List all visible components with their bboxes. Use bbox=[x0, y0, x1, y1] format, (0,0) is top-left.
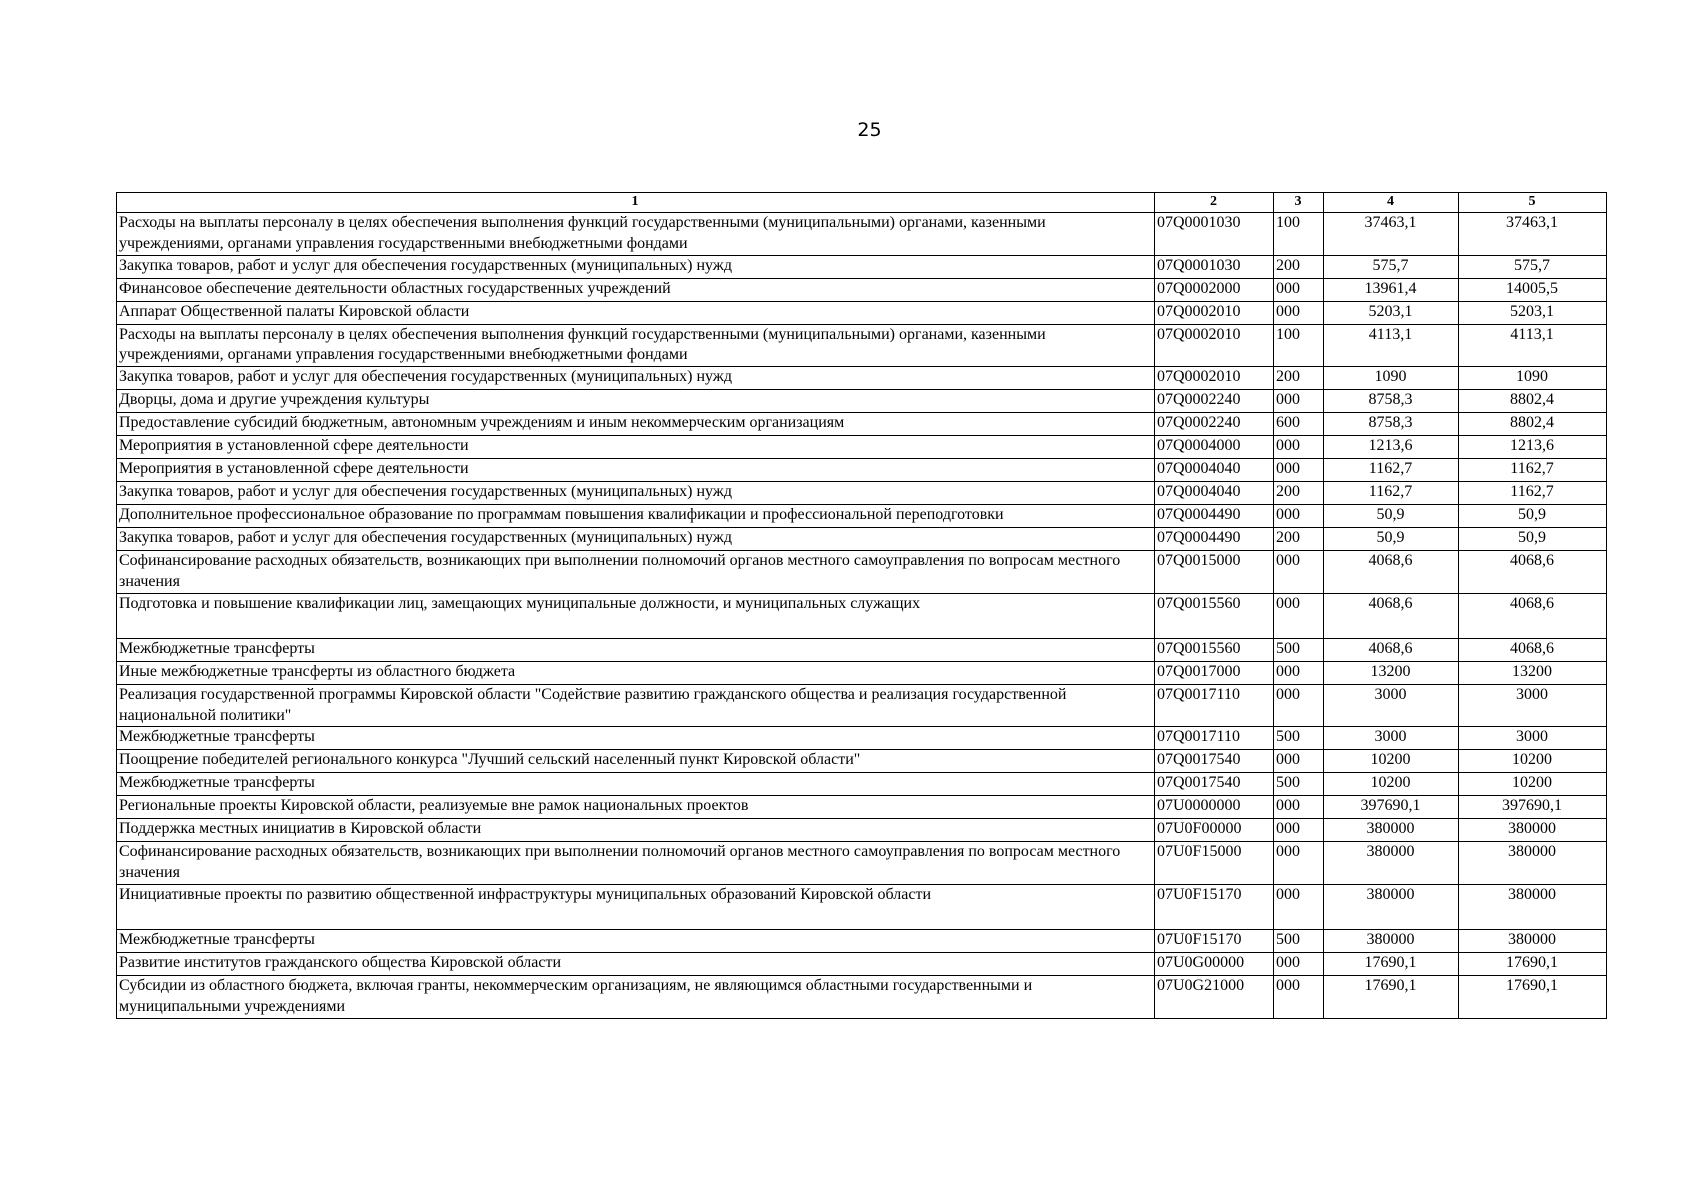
row-name-cell: Дополнительное профессиональное образование по программам повышения квалификации и профессиональной переподготовки bbox=[117, 505, 1155, 528]
row-code-cell: 07U0F00000 bbox=[1155, 819, 1274, 842]
table-row bbox=[117, 661, 1607, 684]
row-value-5-cell: 13200 bbox=[1459, 661, 1607, 684]
row-value-5-cell: 17690,1 bbox=[1459, 975, 1607, 1018]
row-name-cell: Межбюджетные трансферты bbox=[117, 727, 1155, 750]
row-value-4-cell: 3000 bbox=[1324, 684, 1459, 727]
row-value-5-cell: 575,7 bbox=[1459, 255, 1607, 278]
row-value-4-cell: 1162,7 bbox=[1324, 459, 1459, 482]
header-col-4: 4 bbox=[1324, 193, 1459, 213]
row-value-5-cell: 4113,1 bbox=[1459, 324, 1607, 367]
row-type-cell: 000 bbox=[1274, 551, 1324, 594]
row-type-cell: 100 bbox=[1274, 324, 1324, 367]
row-code-cell: 07Q0004490 bbox=[1155, 528, 1274, 551]
row-type-cell: 000 bbox=[1274, 301, 1324, 324]
row-code-cell: 07Q0017110 bbox=[1155, 684, 1274, 727]
table-row bbox=[117, 638, 1607, 661]
row-name-cell: Мероприятия в установленной сфере деятельности bbox=[117, 459, 1155, 482]
row-name-cell: Иные межбюджетные трансферты из областного бюджета bbox=[117, 661, 1155, 684]
row-value-5-cell: 8802,4 bbox=[1459, 390, 1607, 413]
row-code-cell: 07Q0002240 bbox=[1155, 413, 1274, 436]
table-row bbox=[117, 367, 1607, 390]
row-value-5-cell: 3000 bbox=[1459, 684, 1607, 727]
row-name-cell: Закупка товаров, работ и услуг для обеспечения государственных (муниципальных) нужд bbox=[117, 528, 1155, 551]
row-name-cell: Закупка товаров, работ и услуг для обеспечения государственных (муниципальных) нужд bbox=[117, 367, 1155, 390]
row-name-cell: Региональные проекты Кировской области, реализуемые вне рамок национальных проектов bbox=[117, 796, 1155, 819]
row-value-4-cell: 5203,1 bbox=[1324, 301, 1459, 324]
table-row bbox=[117, 324, 1607, 367]
row-name-cell: Межбюджетные трансферты bbox=[117, 638, 1155, 661]
row-code-cell: 07Q0004490 bbox=[1155, 505, 1274, 528]
row-name-cell: Субсидии из областного бюджета, включая гранты, некоммерческим организациям, не являющимся областными государственными и муниципальными учреждениями bbox=[117, 975, 1155, 1018]
row-value-4-cell: 50,9 bbox=[1324, 528, 1459, 551]
table-row bbox=[117, 551, 1607, 594]
row-value-4-cell: 575,7 bbox=[1324, 255, 1459, 278]
row-code-cell: 07Q0004000 bbox=[1155, 436, 1274, 459]
table-row bbox=[117, 796, 1607, 819]
row-value-4-cell: 17690,1 bbox=[1324, 952, 1459, 975]
table-row bbox=[117, 727, 1607, 750]
table-row bbox=[117, 255, 1607, 278]
page-number: 25 bbox=[857, 119, 882, 141]
row-type-cell: 000 bbox=[1274, 593, 1324, 638]
row-type-cell: 500 bbox=[1274, 727, 1324, 750]
row-value-5-cell: 4068,6 bbox=[1459, 593, 1607, 638]
row-type-cell: 200 bbox=[1274, 367, 1324, 390]
row-value-5-cell: 1162,7 bbox=[1459, 459, 1607, 482]
row-value-5-cell: 380000 bbox=[1459, 884, 1607, 929]
row-type-cell: 000 bbox=[1274, 884, 1324, 929]
row-name-cell: Расходы на выплаты персоналу в целях обеспечения выполнения функций государственными (муниципальными) органами, казенными учреждениями, органами управления государственными внебюджетными фондами bbox=[117, 213, 1155, 256]
row-type-cell: 000 bbox=[1274, 459, 1324, 482]
row-type-cell: 000 bbox=[1274, 975, 1324, 1018]
row-name-cell: Дворцы, дома и другие учреждения культуры bbox=[117, 390, 1155, 413]
row-code-cell: 07Q0002000 bbox=[1155, 278, 1274, 301]
row-value-5-cell: 397690,1 bbox=[1459, 796, 1607, 819]
row-value-5-cell: 10200 bbox=[1459, 750, 1607, 773]
row-value-4-cell: 380000 bbox=[1324, 929, 1459, 952]
row-value-4-cell: 1090 bbox=[1324, 367, 1459, 390]
row-value-5-cell: 1213,6 bbox=[1459, 436, 1607, 459]
row-code-cell: 07Q0002010 bbox=[1155, 367, 1274, 390]
row-value-4-cell: 3000 bbox=[1324, 727, 1459, 750]
row-value-5-cell: 5203,1 bbox=[1459, 301, 1607, 324]
table-row bbox=[117, 482, 1607, 505]
row-value-5-cell: 37463,1 bbox=[1459, 213, 1607, 256]
row-value-4-cell: 4113,1 bbox=[1324, 324, 1459, 367]
table-row bbox=[117, 975, 1607, 1018]
row-type-cell: 100 bbox=[1274, 213, 1324, 256]
row-value-4-cell: 1162,7 bbox=[1324, 482, 1459, 505]
row-value-5-cell: 380000 bbox=[1459, 929, 1607, 952]
row-code-cell: 07Q0001030 bbox=[1155, 213, 1274, 256]
row-name-cell: Поощрение победителей регионального конкурса "Лучший сельский населенный пункт Кировской области" bbox=[117, 750, 1155, 773]
table-row bbox=[117, 773, 1607, 796]
table-row bbox=[117, 750, 1607, 773]
row-code-cell: 07Q0017540 bbox=[1155, 773, 1274, 796]
row-value-4-cell: 4068,6 bbox=[1324, 551, 1459, 594]
table-row bbox=[117, 436, 1607, 459]
table-row bbox=[117, 528, 1607, 551]
header-col-5: 5 bbox=[1459, 193, 1607, 213]
row-code-cell: 07U0F15170 bbox=[1155, 929, 1274, 952]
row-value-4-cell: 8758,3 bbox=[1324, 413, 1459, 436]
row-name-cell: Реализация государственной программы Кировской области "Содействие развитию гражданского общества и реализация государственной национальной политики" bbox=[117, 684, 1155, 727]
row-code-cell: 07Q0015000 bbox=[1155, 551, 1274, 594]
row-value-4-cell: 380000 bbox=[1324, 842, 1459, 885]
row-value-5-cell: 1162,7 bbox=[1459, 482, 1607, 505]
row-value-4-cell: 10200 bbox=[1324, 750, 1459, 773]
table-row bbox=[117, 952, 1607, 975]
row-value-5-cell: 17690,1 bbox=[1459, 952, 1607, 975]
row-name-cell: Развитие институтов гражданского общества Кировской области bbox=[117, 952, 1155, 975]
row-type-cell: 000 bbox=[1274, 505, 1324, 528]
table-row bbox=[117, 213, 1607, 256]
row-code-cell: 07U0000000 bbox=[1155, 796, 1274, 819]
row-code-cell: 07U0G00000 bbox=[1155, 952, 1274, 975]
table-row bbox=[117, 505, 1607, 528]
row-type-cell: 000 bbox=[1274, 842, 1324, 885]
table-row bbox=[117, 684, 1607, 727]
row-name-cell: Софинансирование расходных обязательств, возникающих при выполнении полномочий органов местного самоуправления по вопросам местного значения bbox=[117, 842, 1155, 885]
row-code-cell: 07Q0004040 bbox=[1155, 459, 1274, 482]
row-type-cell: 000 bbox=[1274, 952, 1324, 975]
row-value-4-cell: 37463,1 bbox=[1324, 213, 1459, 256]
table-row bbox=[117, 842, 1607, 885]
row-value-5-cell: 10200 bbox=[1459, 773, 1607, 796]
row-type-cell: 000 bbox=[1274, 278, 1324, 301]
table-row bbox=[117, 278, 1607, 301]
row-code-cell: 07U0F15170 bbox=[1155, 884, 1274, 929]
table-row bbox=[117, 819, 1607, 842]
row-value-5-cell: 50,9 bbox=[1459, 528, 1607, 551]
table-header-row bbox=[117, 193, 1607, 213]
row-type-cell: 500 bbox=[1274, 773, 1324, 796]
row-type-cell: 000 bbox=[1274, 661, 1324, 684]
header-col-2: 2 bbox=[1155, 193, 1274, 213]
row-value-5-cell: 1090 bbox=[1459, 367, 1607, 390]
row-name-cell: Финансовое обеспечение деятельности областных государственных учреждений bbox=[117, 278, 1155, 301]
table-body bbox=[117, 213, 1607, 1019]
row-name-cell: Подготовка и повышение квалификации лиц, замещающих муниципальные должности, и муниципальных служащих bbox=[117, 593, 1155, 638]
row-value-4-cell: 4068,6 bbox=[1324, 638, 1459, 661]
row-value-4-cell: 13961,4 bbox=[1324, 278, 1459, 301]
row-code-cell: 07Q0017540 bbox=[1155, 750, 1274, 773]
row-type-cell: 000 bbox=[1274, 390, 1324, 413]
row-type-cell: 200 bbox=[1274, 482, 1324, 505]
row-code-cell: 07Q0002010 bbox=[1155, 324, 1274, 367]
row-code-cell: 07U0G21000 bbox=[1155, 975, 1274, 1018]
header-col-1: 1 bbox=[117, 193, 1155, 213]
table-row bbox=[117, 929, 1607, 952]
row-code-cell: 07Q0015560 bbox=[1155, 638, 1274, 661]
row-type-cell: 200 bbox=[1274, 528, 1324, 551]
row-name-cell: Предоставление субсидий бюджетным, автономным учреждениям и иным некоммерческим организациям bbox=[117, 413, 1155, 436]
row-type-cell: 200 bbox=[1274, 255, 1324, 278]
row-value-5-cell: 14005,5 bbox=[1459, 278, 1607, 301]
table-row bbox=[117, 884, 1607, 929]
row-name-cell: Софинансирование расходных обязательств, возникающих при выполнении полномочий органов местного самоуправления по вопросам местного значения bbox=[117, 551, 1155, 594]
row-value-5-cell: 3000 bbox=[1459, 727, 1607, 750]
row-name-cell: Закупка товаров, работ и услуг для обеспечения государственных (муниципальных) нужд bbox=[117, 255, 1155, 278]
row-value-4-cell: 380000 bbox=[1324, 884, 1459, 929]
row-type-cell: 000 bbox=[1274, 684, 1324, 727]
row-type-cell: 000 bbox=[1274, 750, 1324, 773]
table-row bbox=[117, 413, 1607, 436]
row-value-4-cell: 13200 bbox=[1324, 661, 1459, 684]
row-code-cell: 07Q0015560 bbox=[1155, 593, 1274, 638]
table-row bbox=[117, 593, 1607, 638]
row-name-cell: Межбюджетные трансферты bbox=[117, 773, 1155, 796]
row-name-cell: Расходы на выплаты персоналу в целях обеспечения выполнения функций государственными (муниципальными) органами, казенными учреждениями, органами управления государственными внебюджетными фондами bbox=[117, 324, 1155, 367]
row-type-cell: 000 bbox=[1274, 819, 1324, 842]
row-code-cell: 07Q0017000 bbox=[1155, 661, 1274, 684]
row-type-cell: 000 bbox=[1274, 796, 1324, 819]
row-code-cell: 07Q0002010 bbox=[1155, 301, 1274, 324]
row-type-cell: 600 bbox=[1274, 413, 1324, 436]
row-value-4-cell: 17690,1 bbox=[1324, 975, 1459, 1018]
row-value-5-cell: 380000 bbox=[1459, 819, 1607, 842]
budget-table bbox=[116, 192, 1607, 1019]
header-col-3: 3 bbox=[1274, 193, 1324, 213]
row-value-4-cell: 1213,6 bbox=[1324, 436, 1459, 459]
row-name-cell: Межбюджетные трансферты bbox=[117, 929, 1155, 952]
row-value-5-cell: 4068,6 bbox=[1459, 551, 1607, 594]
table-row bbox=[117, 301, 1607, 324]
row-code-cell: 07U0F15000 bbox=[1155, 842, 1274, 885]
row-value-4-cell: 397690,1 bbox=[1324, 796, 1459, 819]
row-value-4-cell: 380000 bbox=[1324, 819, 1459, 842]
row-code-cell: 07Q0002240 bbox=[1155, 390, 1274, 413]
row-value-4-cell: 50,9 bbox=[1324, 505, 1459, 528]
row-name-cell: Поддержка местных инициатив в Кировской области bbox=[117, 819, 1155, 842]
row-type-cell: 500 bbox=[1274, 929, 1324, 952]
row-value-5-cell: 4068,6 bbox=[1459, 638, 1607, 661]
row-value-5-cell: 50,9 bbox=[1459, 505, 1607, 528]
row-name-cell: Аппарат Общественной палаты Кировской области bbox=[117, 301, 1155, 324]
row-value-4-cell: 8758,3 bbox=[1324, 390, 1459, 413]
row-code-cell: 07Q0017110 bbox=[1155, 727, 1274, 750]
table-row bbox=[117, 459, 1607, 482]
table-row bbox=[117, 390, 1607, 413]
row-value-5-cell: 8802,4 bbox=[1459, 413, 1607, 436]
row-code-cell: 07Q0001030 bbox=[1155, 255, 1274, 278]
row-name-cell: Инициативные проекты по развитию общественной инфраструктуры муниципальных образований Кировской области bbox=[117, 884, 1155, 929]
row-value-4-cell: 10200 bbox=[1324, 773, 1459, 796]
row-type-cell: 000 bbox=[1274, 436, 1324, 459]
row-value-4-cell: 4068,6 bbox=[1324, 593, 1459, 638]
row-name-cell: Мероприятия в установленной сфере деятельности bbox=[117, 436, 1155, 459]
row-code-cell: 07Q0004040 bbox=[1155, 482, 1274, 505]
row-value-5-cell: 380000 bbox=[1459, 842, 1607, 885]
row-name-cell: Закупка товаров, работ и услуг для обеспечения государственных (муниципальных) нужд bbox=[117, 482, 1155, 505]
row-type-cell: 500 bbox=[1274, 638, 1324, 661]
